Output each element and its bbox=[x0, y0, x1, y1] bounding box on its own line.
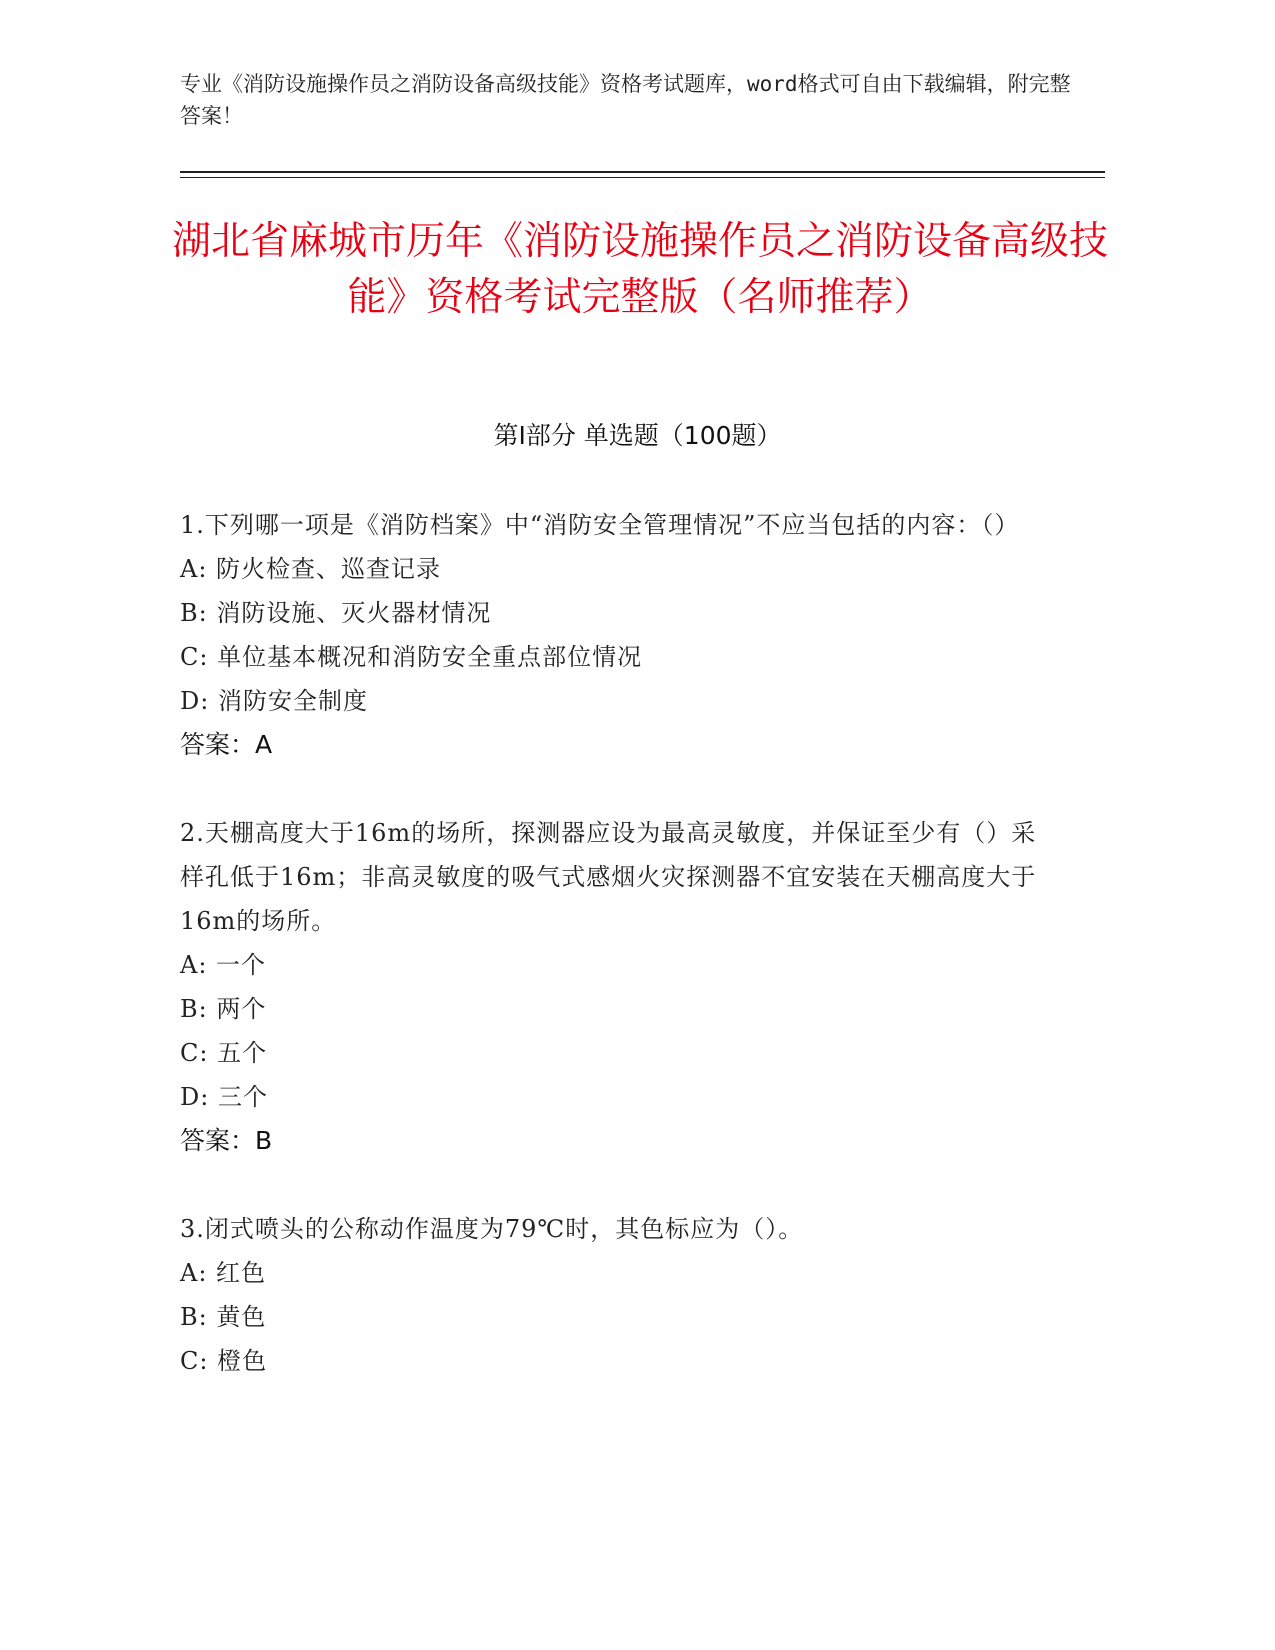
answer-label: 答案：A bbox=[180, 730, 273, 759]
option-b: B: 消防设施、灭火器材情况 bbox=[180, 599, 492, 627]
header-rule bbox=[180, 171, 1105, 173]
question-item bbox=[180, 503, 1050, 767]
document-title: 湖北省麻城市历年《消防设施操作员之消防设备高级技能》资格考试完整版（名师推荐） bbox=[171, 219, 1108, 320]
option-c: C: 五个 bbox=[180, 1039, 268, 1067]
section-heading: 第I部分 单选题（100题） bbox=[493, 421, 782, 450]
question-stem: 2.天棚高度大于16m的场所，探测器应设为最高灵敏度，并保证至少有（）采样孔低于16m；非高灵敏度的吸气式感烟火灾探测器不宜安装在天棚高度大于16m的场所。 bbox=[180, 819, 1037, 935]
question-item bbox=[180, 1207, 1050, 1383]
question-stem: 3.闭式喷头的公称动作温度为79℃时，其色标应为（）。 bbox=[180, 1215, 804, 1243]
option-c: C: 单位基本概况和消防安全重点部位情况 bbox=[180, 643, 643, 671]
option-d: D: 消防安全制度 bbox=[180, 687, 368, 715]
option-a: A: 红色 bbox=[180, 1259, 267, 1287]
option-c: C: 橙色 bbox=[180, 1347, 268, 1375]
page-header-note: 专业《消防设施操作员之消防设备高级技能》资格考试题库，word格式可自由下载编辑，附完整答案！ bbox=[180, 72, 1071, 128]
answer-label: 答案：B bbox=[180, 1126, 273, 1155]
option-d: D: 三个 bbox=[180, 1083, 268, 1111]
option-b: B: 黄色 bbox=[180, 1303, 267, 1331]
option-a: A: 防火检查、巡查记录 bbox=[180, 555, 442, 583]
header-rule-thin bbox=[180, 177, 1105, 178]
option-a: A: 一个 bbox=[180, 951, 267, 979]
option-b: B: 两个 bbox=[180, 995, 267, 1023]
question-item bbox=[180, 811, 1050, 1163]
question-stem: 1.下列哪一项是《消防档案》中“消防安全管理情况”不应当包括的内容：（） bbox=[180, 511, 1020, 539]
question-list bbox=[180, 503, 1050, 1427]
